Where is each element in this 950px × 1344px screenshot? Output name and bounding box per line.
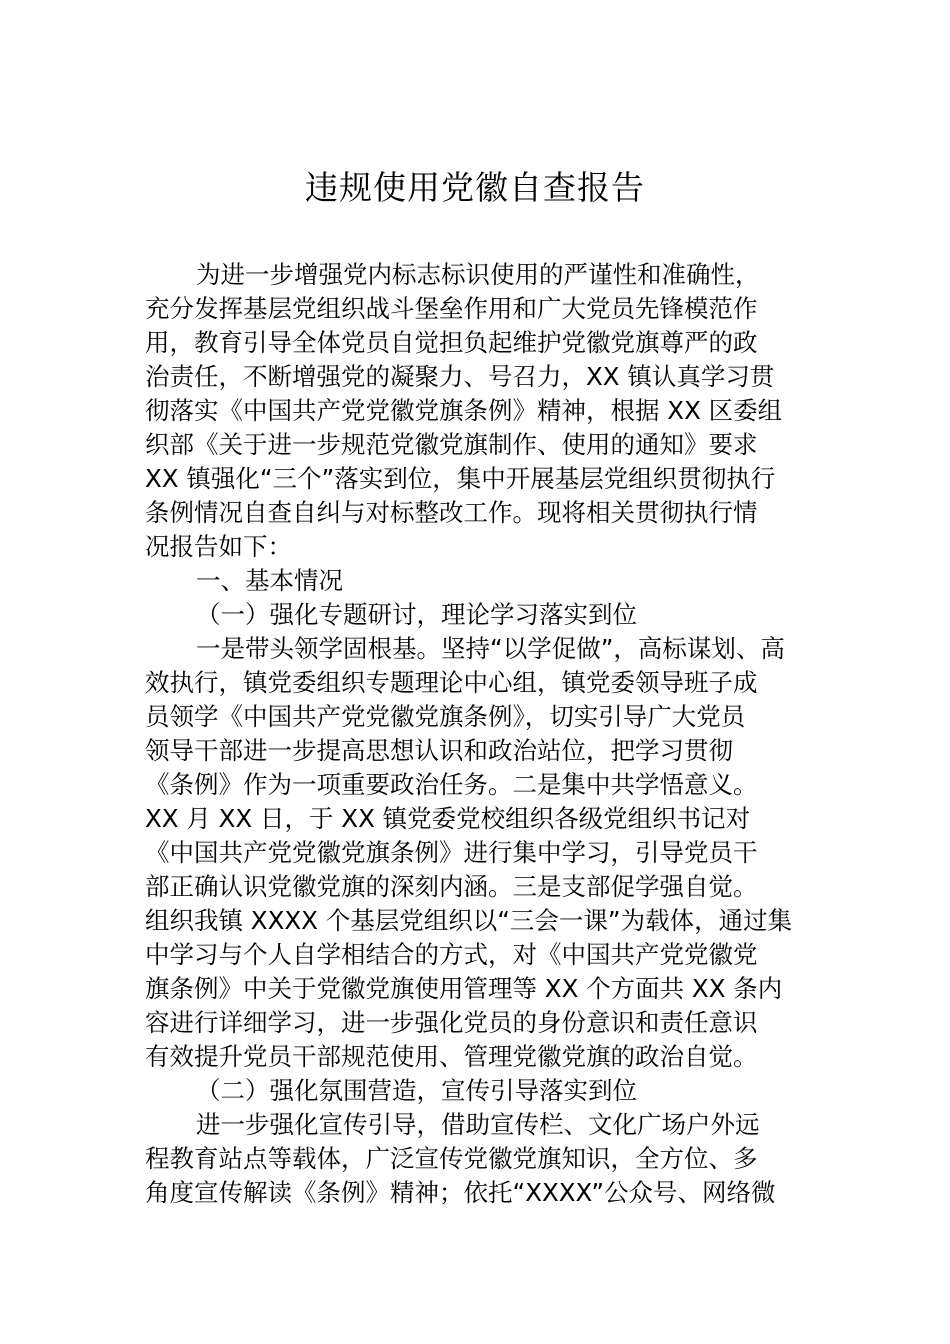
text-line-27: 程教育站点等载体，广泛宣传党徽党旗知识，全方位、多 [145, 1144, 758, 1173]
text-line-13: 效执行，镇党委组织专题理论中心组，镇党委领导班子成 [145, 668, 758, 697]
document-title: 违规使用党徽自查报告 [305, 168, 645, 207]
text-line-8: 条例情况自查自纠与对标整改工作。现将相关贯彻执行情 [145, 498, 758, 527]
subsection-heading-1: （一）强化专题研讨，理论学习落实到位 [196, 600, 637, 629]
text-line-20: 组织我镇 XXXX 个基层党组织以“三会一课”为载体，通过集 [145, 906, 793, 935]
text-line-15: 领导干部进一步提高思想认识和政治站位，把学习贯彻 [145, 736, 733, 765]
text-line-22: 旗条例》中关于党徽党旗使用管理等 XX 个方面共 XX 条内 [145, 974, 783, 1003]
section-heading: 一、基本情况 [196, 566, 343, 595]
text-line-24: 有效提升党员干部规范使用、管理党徽党旗的政治自觉。 [145, 1042, 758, 1071]
text-line-14: 员领学《中国共产党党徽党旗条例》，切实引导广大党员 [145, 702, 746, 731]
subsection-heading-2: （二）强化氛围营造，宣传引导落实到位 [196, 1076, 637, 1105]
text-line-2: 充分发挥基层党组织战斗堡垒作用和广大党员先锋模范作 [145, 294, 758, 323]
text-line-9: 况报告如下： [145, 532, 292, 561]
text-line-18: 《中国共产党党徽党旗条例》进行集中学习，引导党员干 [145, 838, 758, 867]
text-line-12: 一是带头领学固根基。坚持“以学促做”，高标谋划、高 [196, 634, 785, 663]
text-line-17: XX 月 XX 日，于 XX 镇党委党校组织各级党组织书记对 [145, 804, 751, 833]
text-line-5: 彻落实《中国共产党党徽党旗条例》精神，根据 XX 区委组 [145, 396, 783, 425]
text-line-6: 织部《关于进一步规范党徽党旗制作、使用的通知》要求 [145, 430, 758, 459]
text-line-16: 《条例》作为一项重要政治任务。二是集中共学悟意义。 [145, 770, 758, 799]
text-line-7: XX 镇强化“三个”落实到位，集中开展基层党组织贯彻执行 [145, 464, 776, 493]
text-line-21: 中学习与个人自学相结合的方式，对《中国共产党党徽党 [145, 940, 758, 969]
text-line-19: 部正确认识党徽党旗的深刻内涵。三是支部促学强自觉。 [145, 872, 758, 901]
text-line-28: 角度宣传解读《条例》精神；依托“XXXX”公众号、网络微 [145, 1178, 776, 1207]
text-line-26: 进一步强化宣传引导，借助宣传栏、文化广场户外远 [196, 1110, 760, 1139]
text-line-1: 为进一步增强党内标志标识使用的严谨性和准确性， [196, 260, 760, 289]
text-line-3: 用，教育引导全体党员自觉担负起维护党徽党旗尊严的政 [145, 328, 758, 357]
text-line-23: 容进行详细学习，进一步强化党员的身份意识和责任意识 [145, 1008, 758, 1037]
text-line-4: 治责任，不断增强党的凝聚力、号召力，XX 镇认真学习贯 [145, 362, 775, 391]
